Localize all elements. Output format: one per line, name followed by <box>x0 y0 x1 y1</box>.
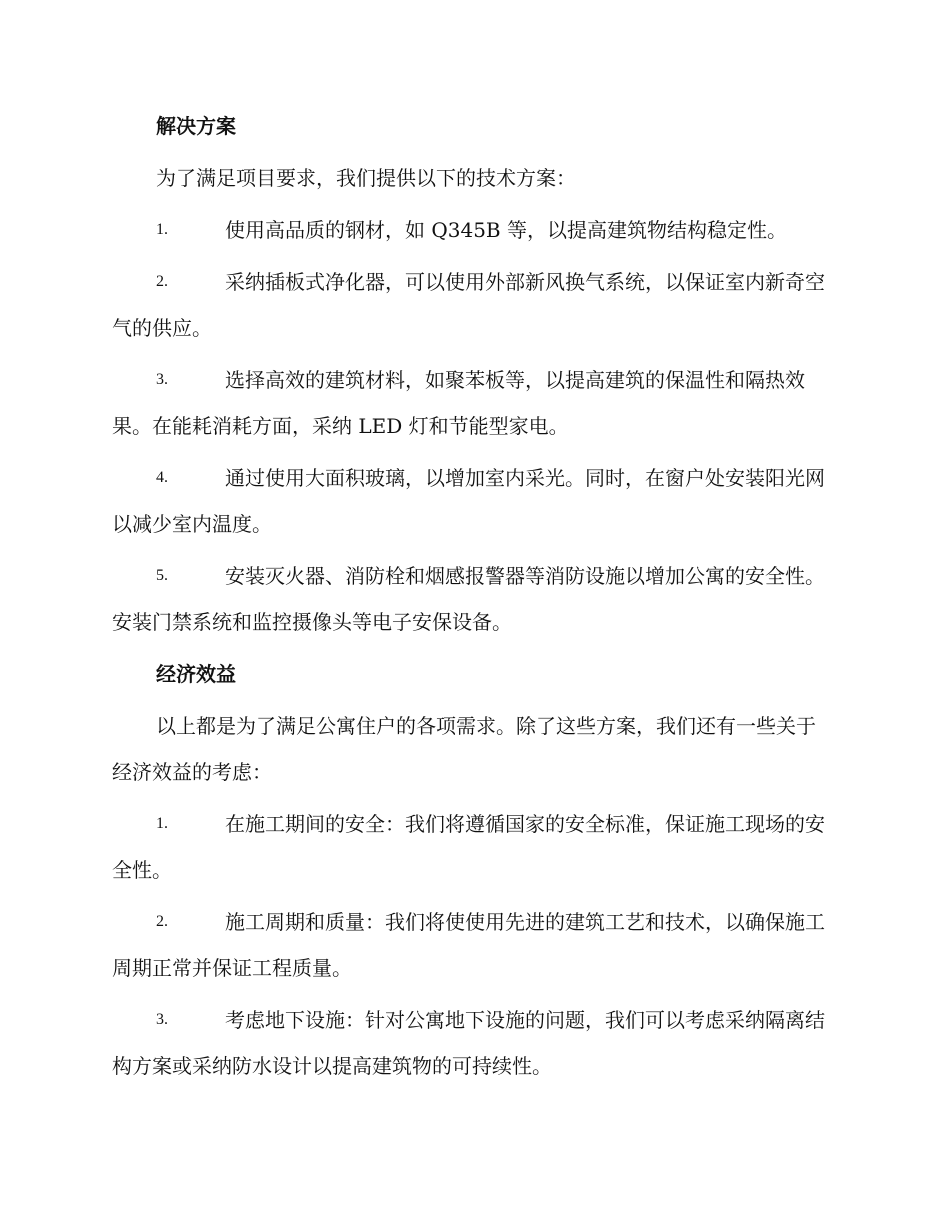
list-number: 2. <box>156 273 168 290</box>
list-item-text: 施工周期和质量：我们将使使用先进的建筑工艺和技术，以确保施工周期正常并保证工程质量。 <box>112 910 825 980</box>
list-item-text: 考虑地下设施：针对公寓地下设施的问题，我们可以考虑采纳隔离结构方案或采纳防水设计以提高建筑物的可持续性。 <box>112 1008 825 1078</box>
list-number: 3. <box>156 1011 168 1028</box>
solution-item-3 <box>112 357 834 449</box>
section-heading-solution: 解决方案 <box>156 114 236 138</box>
list-number: 4. <box>156 469 168 486</box>
economic-intro: 以上都是为了满足公寓住户的各项需求。除了这些方案，我们还有一些关于经济效益的考虑： <box>112 714 816 784</box>
list-number: 3. <box>156 371 168 388</box>
section-heading-economic: 经济效益 <box>156 662 236 686</box>
list-number: 2. <box>156 913 168 930</box>
list-item-text: 使用高品质的钢材，如 Q345B 等，以提高建筑物结构稳定性。 <box>225 218 787 242</box>
list-item-text: 通过使用大面积玻璃，以增加室内采光。同时，在窗户处安装阳光网以减少室内温度。 <box>112 466 825 536</box>
solution-item-1 <box>112 207 834 253</box>
economic-item-1 <box>112 801 834 893</box>
list-item-text: 安装灭火器、消防栓和烟感报警器等消防设施以增加公寓的安全性。安装门禁系统和监控摄像头等电子安保设备。 <box>112 564 825 634</box>
solution-intro: 为了满足项目要求，我们提供以下的技术方案： <box>156 166 576 190</box>
list-item-text: 在施工期间的安全：我们将遵循国家的安全标准，保证施工现场的安全性。 <box>112 812 825 882</box>
solution-item-4 <box>112 455 834 547</box>
solution-item-2 <box>112 259 834 351</box>
list-item-text: 选择高效的建筑材料，如聚苯板等，以提高建筑的保温性和隔热效果。在能耗消耗方面，采纳 LED 灯和节能型家电。 <box>112 368 805 438</box>
solution-item-5 <box>112 553 834 645</box>
list-item-text: 采纳插板式净化器，可以使用外部新风换气系统，以保证室内新奇空气的供应。 <box>112 270 825 340</box>
list-number: 5. <box>156 567 168 584</box>
economic-item-3 <box>112 997 834 1089</box>
list-number: 1. <box>156 815 168 832</box>
document-page <box>112 103 834 1095</box>
economic-item-2 <box>112 899 834 991</box>
list-number: 1. <box>156 221 168 238</box>
